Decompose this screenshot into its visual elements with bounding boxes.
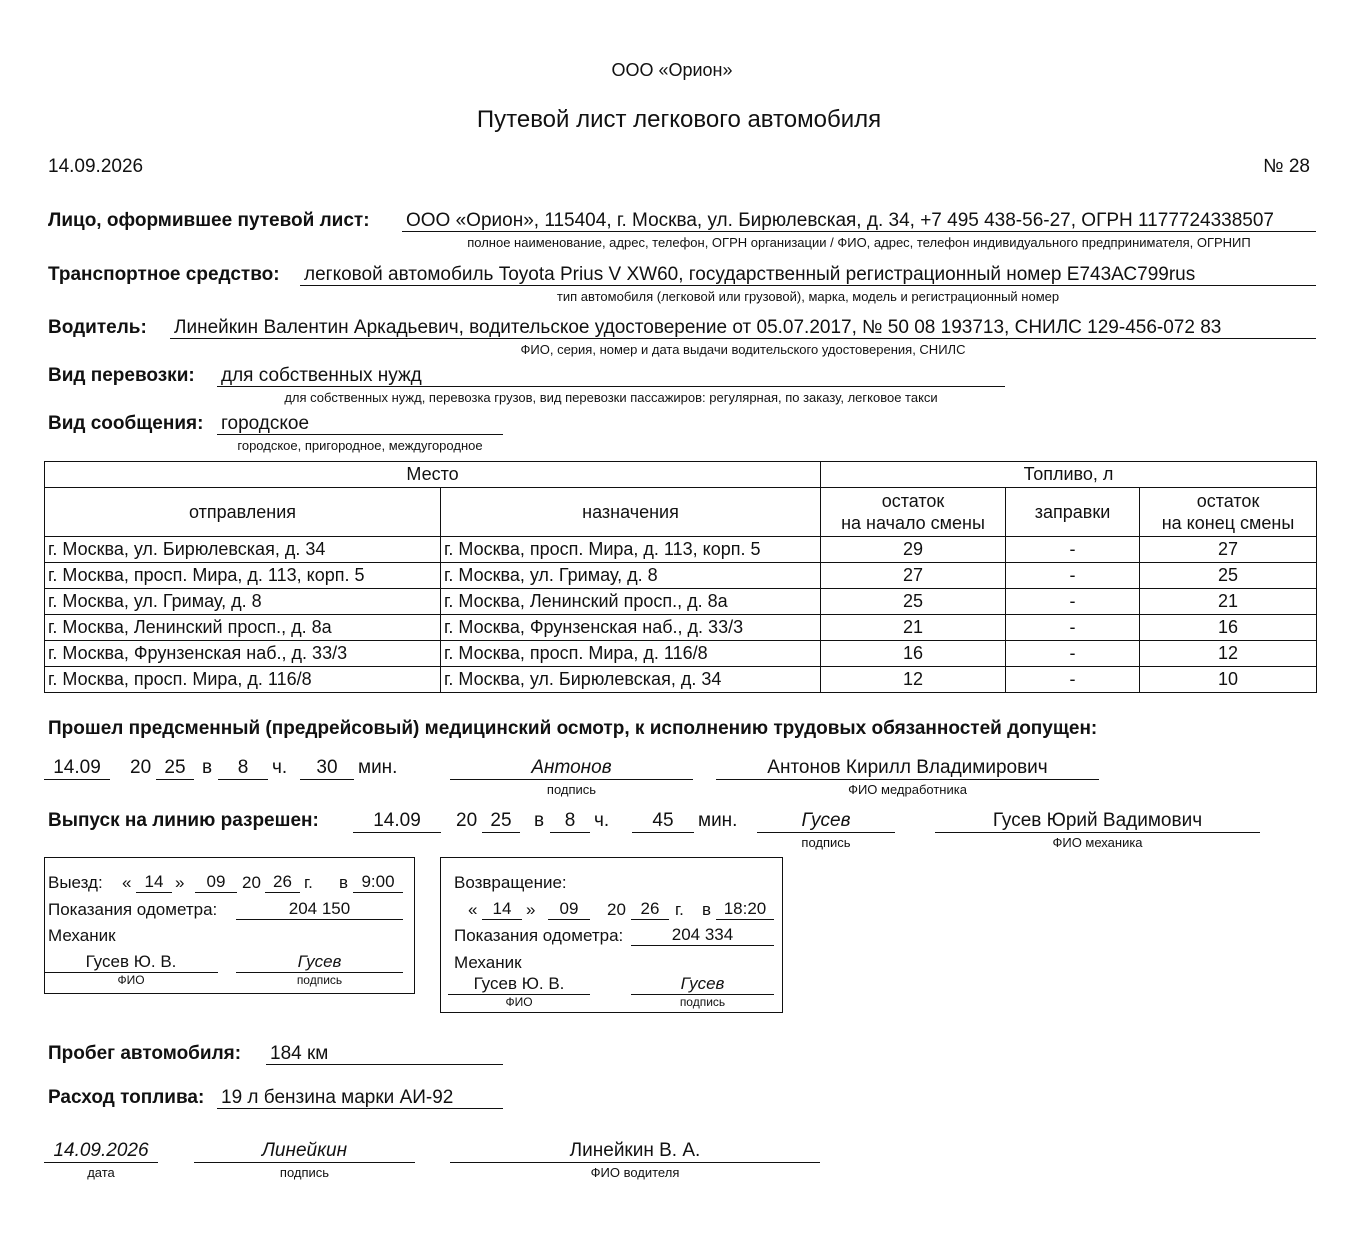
medical-hour: 8 — [218, 757, 268, 780]
message-type-caption: городское, пригородное, междугородное — [237, 438, 483, 453]
cell-refuel: - — [1006, 615, 1140, 641]
departure-year: 26 — [265, 872, 300, 893]
cell-to: г. Москва, просп. Мира, д. 113, корп. 5 — [441, 537, 821, 563]
col-departure: отправления — [45, 488, 441, 537]
col-fuel-start-line-1: остаток — [881, 491, 945, 511]
message-type-value: городское — [217, 413, 503, 435]
cell-fuel-end: 16 — [1140, 615, 1317, 641]
return-time: 18:20 — [716, 899, 774, 920]
col-refuel: заправки — [1006, 488, 1140, 537]
table-row — [45, 641, 1317, 667]
medical-at: в — [202, 757, 213, 778]
table-row — [45, 537, 1317, 563]
departure-mechanic-label: Механик — [48, 926, 116, 945]
release-minute-suffix: мин. — [698, 810, 738, 831]
return-odometer: 204 334 — [631, 925, 774, 946]
release-year: 25 — [482, 810, 520, 833]
transport-type-value: для собственных нужд — [217, 365, 1005, 387]
cell-to: г. Москва, Ленинский просп., д. 8а — [441, 589, 821, 615]
return-quote-open: « — [468, 900, 478, 919]
cell-fuel-end: 12 — [1140, 641, 1317, 667]
return-fio-caption: ФИО — [505, 995, 533, 1009]
footer-signature-caption: подпись — [279, 1165, 330, 1180]
return-mechanic-label: Механик — [454, 953, 522, 972]
cell-fuel-start: 27 — [821, 563, 1006, 589]
cell-to: г. Москва, ул. Гримау, д. 8 — [441, 563, 821, 589]
departure-odometer-label: Показания одометра: — [48, 900, 218, 919]
release-at: в — [534, 810, 545, 831]
departure-month: 09 — [195, 872, 237, 893]
medical-signature: Антонов — [450, 757, 693, 780]
release-signature-caption: подпись — [801, 835, 851, 850]
mileage-value: 184 км — [266, 1043, 503, 1065]
medical-signature-caption: подпись — [546, 782, 597, 797]
col-fuel-start — [821, 488, 1006, 537]
return-quote-close: » — [526, 900, 536, 919]
departure-signature-caption: подпись — [296, 973, 343, 987]
doc-date: 14.09.2026 — [48, 156, 144, 177]
route-table — [44, 461, 1317, 693]
doc-title: Путевой лист легкового автомобиля — [476, 106, 882, 133]
table-row — [45, 615, 1317, 641]
driver-label: Водитель: — [48, 317, 147, 338]
departure-quote-close: » — [175, 873, 185, 892]
footer-fio-caption: ФИО водителя — [590, 1165, 680, 1180]
message-type-label: Вид сообщения: — [48, 413, 204, 434]
table-row — [45, 563, 1317, 589]
medical-date: 14.09 — [44, 757, 110, 780]
return-mechanic-signature: Гусев — [631, 974, 774, 995]
cell-refuel: - — [1006, 641, 1140, 667]
return-month: 09 — [548, 899, 590, 920]
departure-quote-open: « — [122, 873, 132, 892]
cell-refuel: - — [1006, 537, 1140, 563]
departure-at: в — [339, 873, 349, 892]
issuer-value: ООО «Орион», 115404, г. Москва, ул. Бирюлевская, д. 34, +7 495 438-56-27, ОГРН 1177724338507 — [402, 210, 1316, 232]
cell-fuel-end: 10 — [1140, 667, 1317, 693]
release-label: Выпуск на линию разрешен: — [48, 810, 319, 831]
vehicle-value: легковой автомобиль Toyota Prius V XW60, государственный регистрационный номер Е743АС799rus — [300, 264, 1316, 286]
cell-to: г. Москва, ул. Бирюлевская, д. 34 — [441, 667, 821, 693]
doc-number: № 28 — [1263, 156, 1310, 177]
medical-year-prefix: 20 — [130, 757, 152, 778]
return-year-suffix: г. — [675, 900, 684, 919]
release-hour-suffix: ч. — [594, 810, 610, 831]
issuer-caption: полное наименование, адрес, телефон, ОГРН организации / ФИО, адрес, телефон индивидуального предпринимателя, ОГРНИП — [467, 235, 1251, 250]
departure-fio-caption: ФИО — [117, 973, 145, 987]
issuer-label: Лицо, оформившее путевой лист: — [48, 210, 370, 231]
cell-fuel-start: 12 — [821, 667, 1006, 693]
departure-odometer: 204 150 — [236, 899, 403, 920]
footer-fio: Линейкин В. А. — [450, 1140, 820, 1163]
medical-fio: Антонов Кирилл Владимирович — [716, 757, 1099, 780]
place-header: Место — [45, 462, 821, 488]
transport-type-caption: для собственных нужд, перевозка грузов, вид перевозки пассажиров: регулярная, по заказу, легковое такси — [284, 390, 938, 405]
footer-date: 14.09.2026 — [44, 1140, 158, 1163]
cell-from: г. Москва, Ленинский просп., д. 8а — [45, 615, 441, 641]
departure-mechanic-fio: Гусев Ю. В. — [44, 952, 218, 973]
cell-fuel-start: 29 — [821, 537, 1006, 563]
cell-from: г. Москва, ул. Бирюлевская, д. 34 — [45, 537, 441, 563]
fuel-header: Топливо, л — [821, 462, 1317, 488]
departure-label: Выезд: — [48, 873, 103, 892]
departure-year-suffix: г. — [304, 873, 313, 892]
release-year-prefix: 20 — [456, 810, 478, 831]
departure-year-prefix: 20 — [242, 873, 261, 892]
release-fio-caption: ФИО механика — [1052, 835, 1143, 850]
medical-hour-suffix: ч. — [272, 757, 288, 778]
driver-value: Линейкин Валентин Аркадьевич, водительское удостоверение от 05.07.2017, № 50 08 193713, СНИЛС 129-456-072 83 — [170, 317, 1316, 339]
driver-caption: ФИО, серия, номер и дата выдачи водительского удостоверения, СНИЛС — [520, 342, 966, 357]
transport-type-label: Вид перевозки: — [48, 365, 195, 386]
org-name: ООО «Орион» — [611, 60, 733, 80]
cell-to: г. Москва, Фрунзенская наб., д. 33/3 — [441, 615, 821, 641]
col-fuel-start-line-2: на начало смены — [841, 513, 985, 533]
vehicle-caption: тип автомобиля (легковой или грузовой), марка, модель и регистрационный номер — [556, 289, 1060, 304]
col-fuel-end — [1140, 488, 1317, 537]
cell-refuel: - — [1006, 667, 1140, 693]
departure-time: 9:00 — [353, 872, 403, 893]
departure-mechanic-signature: Гусев — [236, 952, 403, 973]
return-year: 26 — [631, 899, 669, 920]
departure-day: 14 — [136, 872, 172, 893]
return-odometer-label: Показания одометра: — [454, 926, 624, 945]
return-label: Возвращение: — [454, 873, 567, 892]
cell-refuel: - — [1006, 589, 1140, 615]
col-destination: назначения — [441, 488, 821, 537]
cell-from: г. Москва, просп. Мира, д. 116/8 — [45, 667, 441, 693]
medical-minute-suffix: мин. — [358, 757, 398, 778]
cell-to: г. Москва, просп. Мира, д. 116/8 — [441, 641, 821, 667]
cell-from: г. Москва, ул. Гримау, д. 8 — [45, 589, 441, 615]
release-fio: Гусев Юрий Вадимович — [935, 810, 1260, 833]
mileage-label: Пробег автомобиля: — [48, 1043, 242, 1064]
table-row — [45, 667, 1317, 693]
cell-from: г. Москва, просп. Мира, д. 113, корп. 5 — [45, 563, 441, 589]
col-fuel-end-line-1: остаток — [1196, 491, 1260, 511]
fuel-consumption-value: 19 л бензина марки АИ-92 — [217, 1087, 503, 1109]
cell-from: г. Москва, Фрунзенская наб., д. 33/3 — [45, 641, 441, 667]
return-day: 14 — [482, 899, 522, 920]
medical-minute: 30 — [300, 757, 354, 780]
fuel-consumption-label: Расход топлива: — [48, 1087, 205, 1108]
return-signature-caption: подпись — [679, 995, 726, 1009]
medical-heading: Прошел предсменный (предрейсовый) медицинский осмотр, к исполнению трудовых обязанностей допущен: — [48, 718, 1098, 739]
return-at: в — [702, 900, 712, 919]
release-hour: 8 — [550, 810, 590, 833]
footer-date-caption: дата — [87, 1165, 115, 1180]
cell-fuel-end: 27 — [1140, 537, 1317, 563]
medical-fio-caption: ФИО медработника — [848, 782, 967, 797]
cell-fuel-start: 21 — [821, 615, 1006, 641]
return-year-prefix: 20 — [607, 900, 626, 919]
footer-signature: Линейкин — [194, 1140, 415, 1163]
medical-year: 25 — [156, 757, 194, 780]
return-mechanic-fio: Гусев Ю. В. — [448, 974, 590, 995]
release-minute: 45 — [632, 810, 694, 833]
cell-fuel-end: 25 — [1140, 563, 1317, 589]
cell-fuel-start: 16 — [821, 641, 1006, 667]
cell-fuel-end: 21 — [1140, 589, 1317, 615]
cell-refuel: - — [1006, 563, 1140, 589]
table-subheader-row — [45, 488, 1317, 537]
table-row — [45, 589, 1317, 615]
col-fuel-end-line-2: на конец смены — [1161, 513, 1295, 533]
release-signature: Гусев — [757, 810, 895, 833]
release-date: 14.09 — [353, 810, 441, 833]
vehicle-label: Транспортное средство: — [48, 264, 280, 285]
table-header-row — [45, 462, 1317, 488]
cell-fuel-start: 25 — [821, 589, 1006, 615]
